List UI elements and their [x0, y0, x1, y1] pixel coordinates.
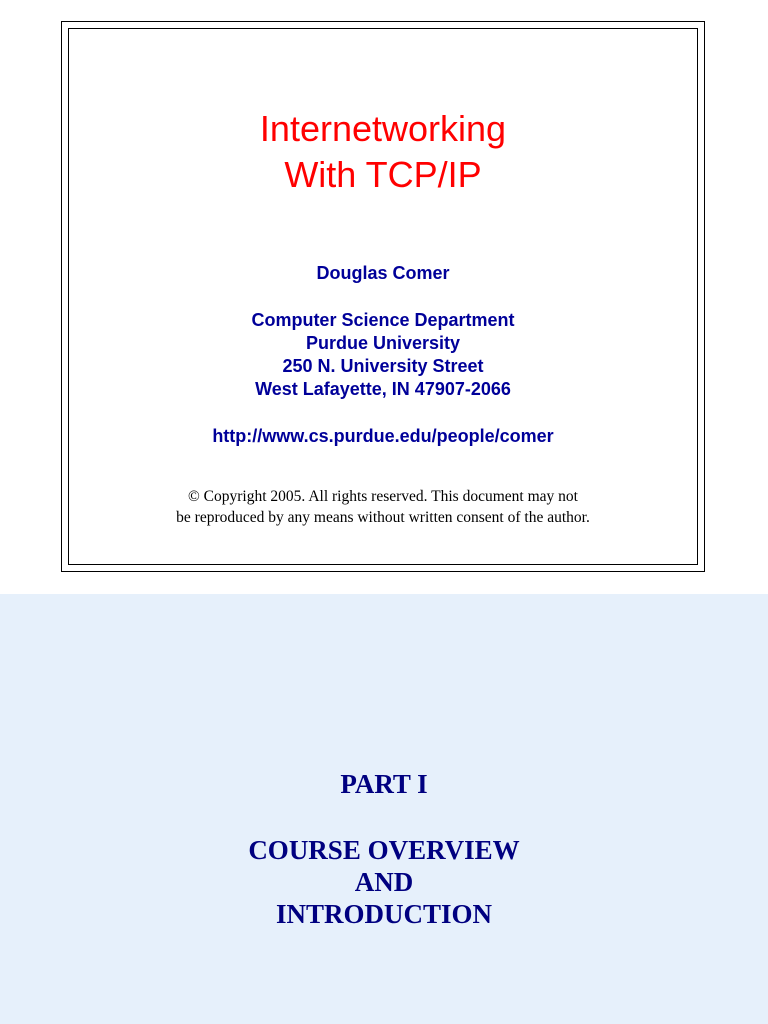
- affiliation-department: Computer Science Department: [251, 310, 515, 330]
- affiliation-city: West Lafayette, IN 47907-2066: [255, 379, 511, 399]
- author-url: http://www.cs.purdue.edu/people/comer: [212, 426, 554, 446]
- book-title-line-2: With TCP/IP: [284, 154, 482, 195]
- part-title: [0, 834, 768, 930]
- part-divider-page: [0, 594, 768, 1024]
- author-name: Douglas Comer: [316, 263, 450, 283]
- copyright-line-1: © Copyright 2005. All rights reserved. This document may not: [188, 488, 578, 505]
- book-title-line-1: Internetworking: [259, 108, 507, 149]
- copyright-line-2: be reproduced by any means without written consent of the author.: [176, 509, 590, 526]
- part-title-line-1: COURSE OVERVIEW: [248, 835, 520, 865]
- affiliation-university: Purdue University: [305, 333, 461, 353]
- copyright-notice: [68, 486, 698, 528]
- book-title: [68, 106, 698, 198]
- part-title-line-3: INTRODUCTION: [275, 899, 493, 929]
- part-label: PART I: [340, 769, 428, 799]
- part-title-line-2: AND: [354, 867, 414, 897]
- affiliation-street: 250 N. University Street: [282, 356, 484, 376]
